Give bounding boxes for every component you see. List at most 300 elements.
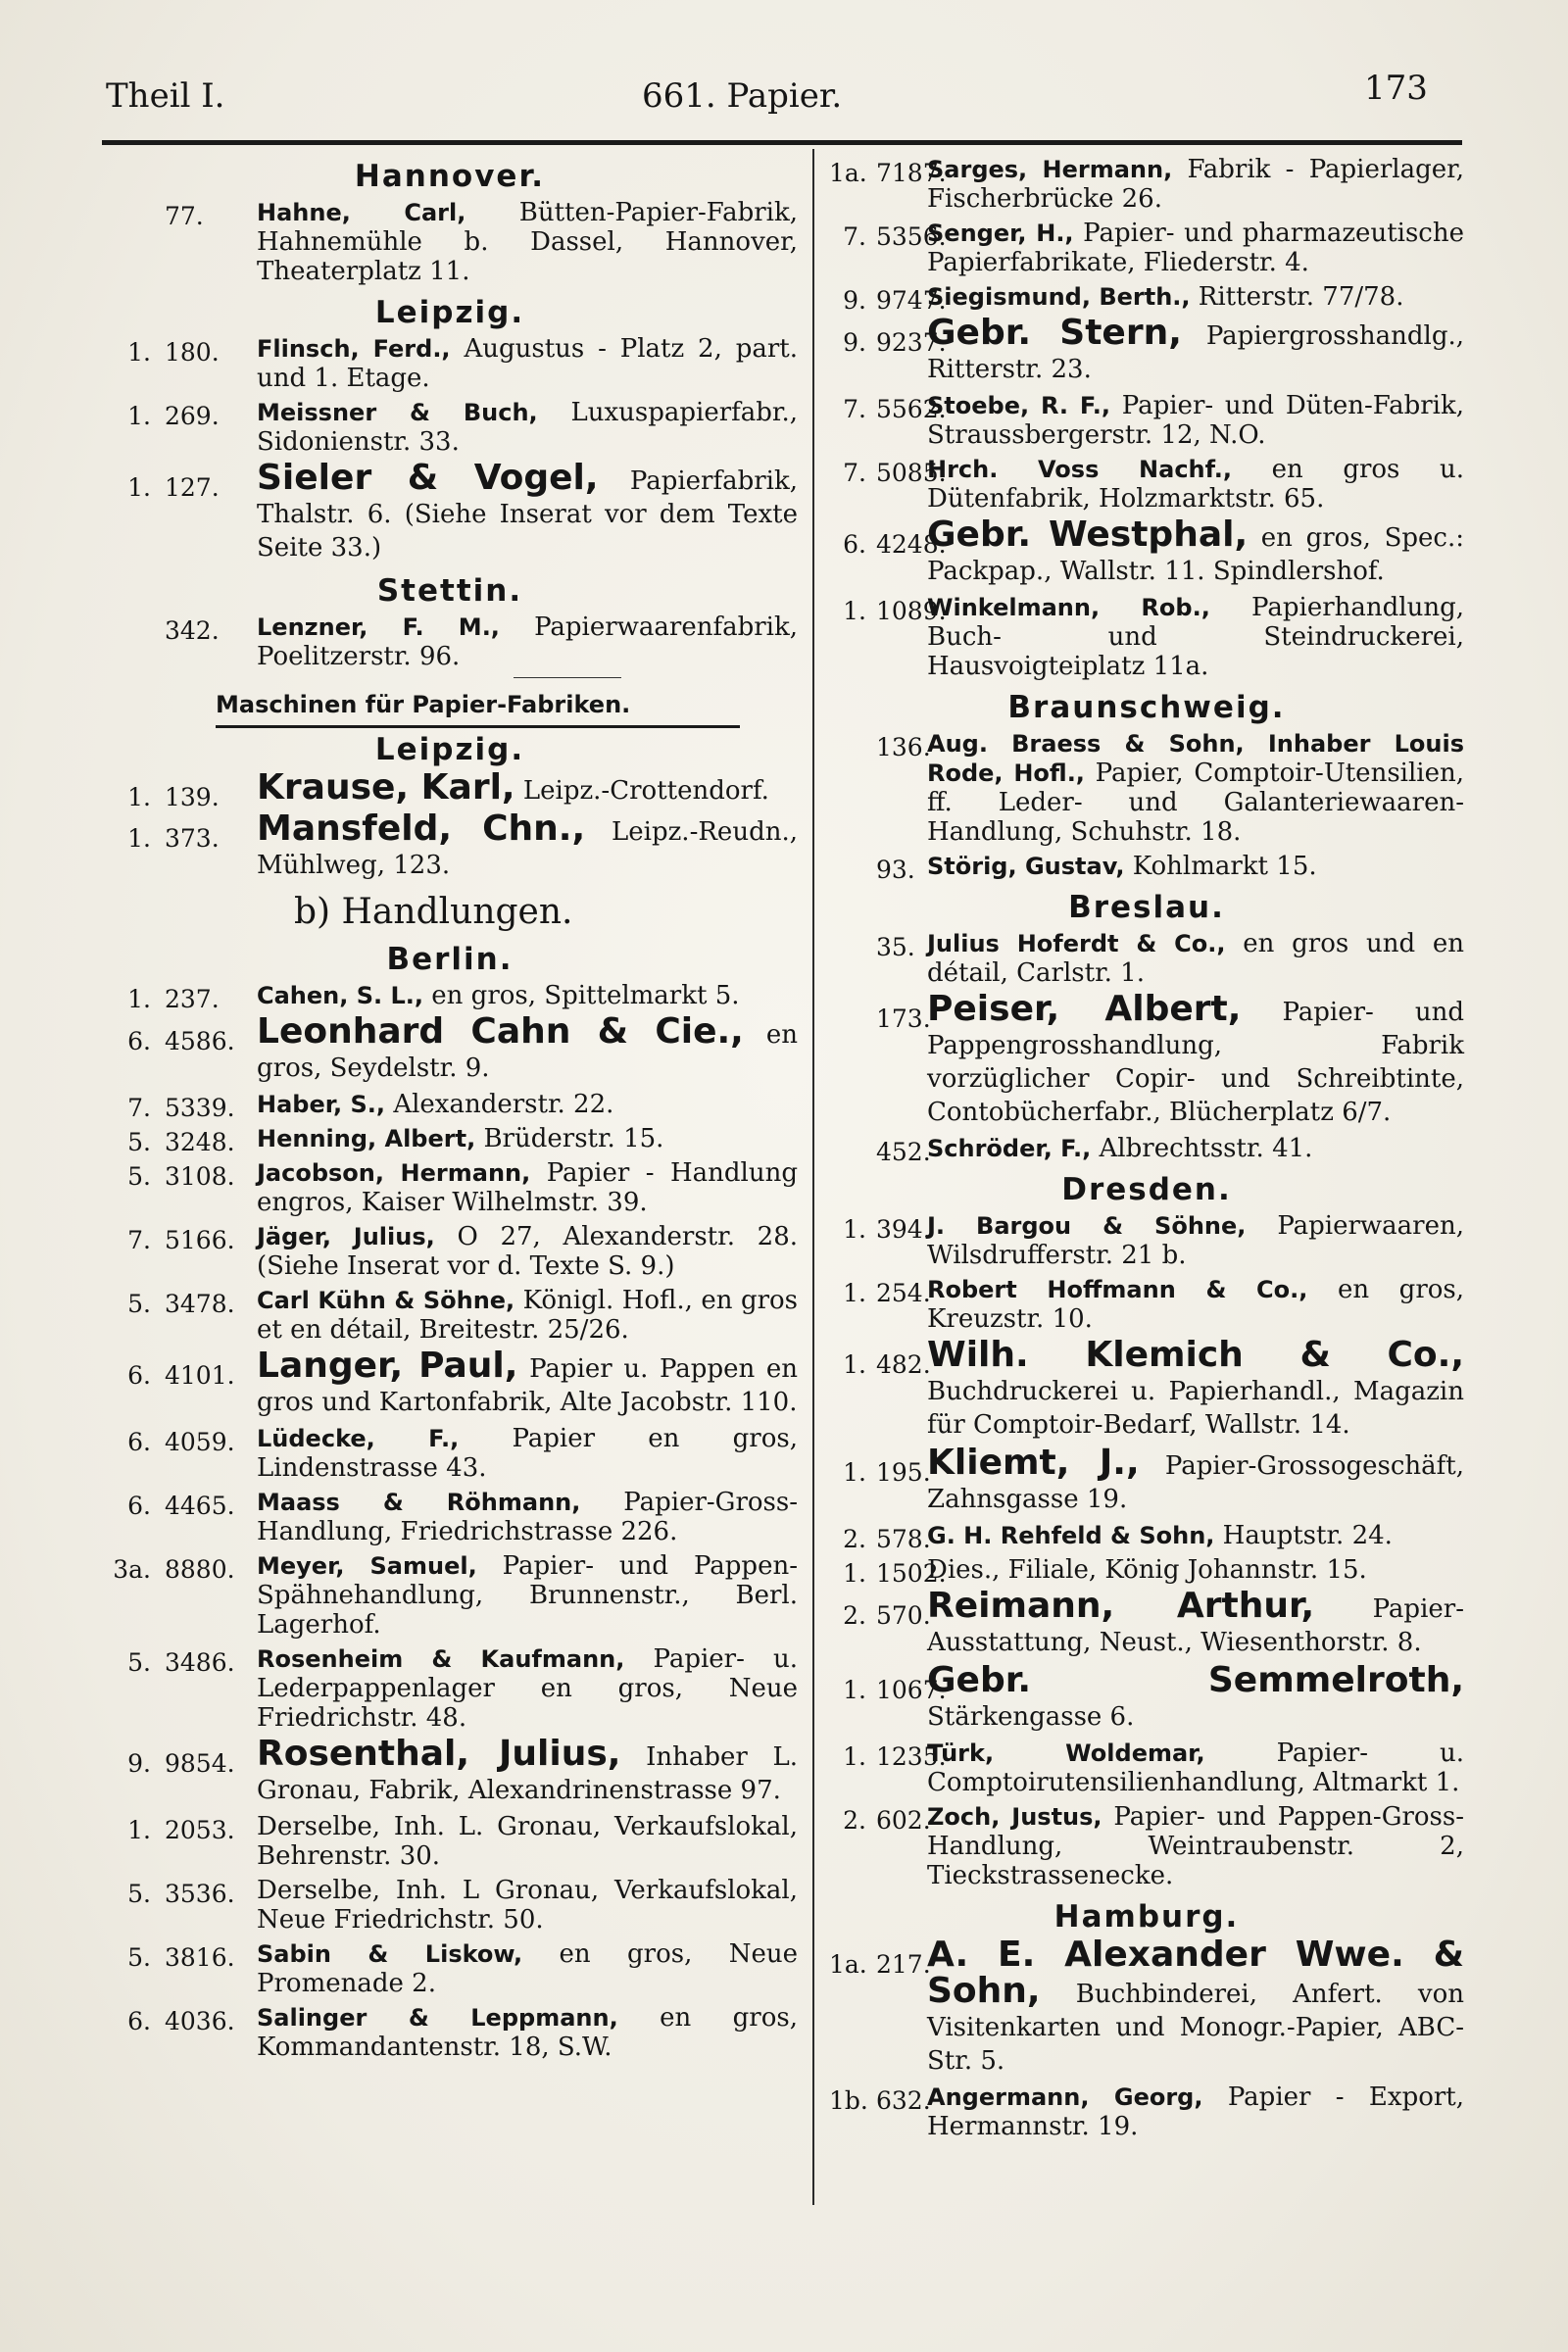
entry-firm-name: Julius Hoferdt & Co., <box>927 930 1226 957</box>
entry-no: 9854. <box>165 1749 235 1778</box>
entry-text <box>257 1939 798 1998</box>
entry-class: 5. <box>127 1880 151 1908</box>
entry-details: Papierwaarenfabrik, Poelitzerstr. 96. <box>257 612 799 671</box>
entry-no: 136. <box>876 733 931 761</box>
entry-details: Papier- und pharmazeutische Papierfabrikate, Fliederstr. 4. <box>927 219 1464 277</box>
entry-number <box>829 159 976 188</box>
directory-entry <box>102 2003 798 2062</box>
entry-class: 2. <box>843 1806 866 1835</box>
entry-firm-name: Lenzner, F. M., <box>257 613 500 641</box>
entry-no: 237. <box>165 985 220 1013</box>
entry-details: Königl. Hofl., en gros et en détail, Breitestr. 25/26. <box>257 1286 799 1345</box>
entry-text <box>257 808 798 882</box>
entry-firm-name: Leonhard Cahn & Cie., <box>257 1011 744 1052</box>
directory-entry <box>102 981 798 1013</box>
entry-number <box>829 933 976 962</box>
entry-text <box>927 1134 1464 1163</box>
entry-number <box>829 1215 976 1245</box>
entry-firm-name: Gebr. Semmelroth, <box>927 1660 1464 1700</box>
entry-number <box>102 1128 249 1157</box>
entry-no: 254. <box>876 1279 931 1307</box>
entry-class: 7. <box>127 1094 151 1122</box>
directory-entry <box>829 219 1464 277</box>
entry-text <box>257 1011 798 1085</box>
right-column <box>829 155 1464 2146</box>
entry-no: 5085. <box>876 459 947 487</box>
entry-details: Papierhandlung, Buch- und Steindruckerei, Hausvoigteiplatz 11a. <box>927 593 1464 681</box>
divider-rule <box>514 677 621 678</box>
running-head-left: Theil I. <box>106 76 225 116</box>
entry-text <box>257 1090 798 1119</box>
entry-details: Leipz.-Reudn., Mühlweg, 123. <box>257 817 798 880</box>
entry-class: 1. <box>127 338 151 367</box>
directory-entry <box>102 808 798 882</box>
entry-text <box>257 398 798 457</box>
directory-entry <box>102 1011 798 1085</box>
directory-entry <box>829 391 1464 450</box>
entry-no: 4036. <box>165 2007 235 2035</box>
entry-class: 9. <box>843 328 866 357</box>
city-heading: Dresden. <box>1061 1172 1232 1207</box>
entry-number <box>829 597 976 626</box>
entry-details: Augustus - Platz 2, part. und 1. Etage. <box>257 334 799 393</box>
entry-firm-name: Sabin & Liskow, <box>257 1940 523 1968</box>
entry-firm-name: Jäger, Julius, <box>257 1223 435 1250</box>
page-number: 173 <box>1364 69 1428 108</box>
entry-no: 578. <box>876 1525 931 1553</box>
entry-firm-name: Türk, Woldemar, <box>927 1740 1205 1767</box>
entry-class: 1. <box>843 1676 866 1704</box>
entry-firm-name: Angermann, Georg, <box>927 2083 1203 2111</box>
city-heading: Hamburg. <box>1054 1899 1240 1935</box>
directory-entry <box>829 1134 1464 1166</box>
entry-class: 1. <box>843 1458 866 1487</box>
entry-firm-name: Peiser, Albert, <box>927 989 1242 1029</box>
entry-class: 6. <box>843 530 866 559</box>
entry-details: en gros u. Dütenfabrik, Holzmarktstr. 65. <box>927 455 1464 514</box>
entry-details: Kohlmarkt 15. <box>1132 852 1317 881</box>
entry-class: 9. <box>127 1749 151 1778</box>
directory-entry <box>102 334 798 393</box>
entry-text <box>257 1812 798 1871</box>
entry-text <box>257 1488 798 1546</box>
entry-number <box>829 2086 976 2116</box>
entry-firm-name: Sarges, Hermann, <box>927 156 1173 183</box>
entry-no: 3478. <box>165 1290 235 1318</box>
entry-firm-name: Mansfeld, Chn., <box>257 808 586 849</box>
entry-text <box>927 155 1464 214</box>
entry-number <box>829 222 976 252</box>
entry-firm-name: Winkelmann, Rob., <box>927 594 1210 621</box>
entry-text <box>927 282 1464 312</box>
entry-no: 5356. <box>876 222 947 251</box>
directory-entry <box>829 1586 1464 1659</box>
entry-number <box>829 1456 976 1490</box>
entry-text <box>927 593 1464 681</box>
entry-details: Buchbinderei, Anfert. von Visitenkarten und Monogr.-Papier, ABC-Str. 5. <box>927 1980 1465 2076</box>
entry-no: 7187. <box>876 159 947 187</box>
entry-number <box>102 402 249 431</box>
directory-entry <box>102 1124 798 1156</box>
entry-number <box>102 338 249 368</box>
entry-firm-name: Meyer, Samuel, <box>257 1552 477 1580</box>
entry-text <box>927 1935 1465 2078</box>
entry-number <box>829 326 976 360</box>
entry-firm-name: Flinsch, Ferd., <box>257 335 451 363</box>
entry-text <box>257 2003 798 2062</box>
entry-details: O 27, Alexanderstr. 28. (Siehe Inserat vor d. Texte S. 9.) <box>257 1222 799 1281</box>
entry-no: 139. <box>165 783 220 811</box>
entry-number <box>102 202 249 231</box>
entry-details: Inhaber L. Gronau, Fabrik, Alexandrinenstrasse 97. <box>257 1742 798 1805</box>
entry-no: 482. <box>876 1350 931 1379</box>
entry-number <box>829 1806 976 1836</box>
entry-no: 195. <box>876 1458 931 1487</box>
entry-text <box>257 1286 798 1345</box>
entry-number <box>829 1674 976 1707</box>
entry-details: Hauptstr. 24. <box>1222 1521 1393 1550</box>
entry-no: 217. <box>876 1950 931 1979</box>
entry-no: 9747. <box>876 286 947 315</box>
entry-details: en gros, Spittelmarkt 5. <box>431 981 740 1010</box>
entry-no: 4101. <box>165 1361 235 1390</box>
entry-text <box>927 1555 1464 1585</box>
entry-class: 7. <box>843 222 866 251</box>
entry-number <box>102 1094 249 1123</box>
entry-number <box>102 1428 249 1457</box>
entry-text <box>927 1335 1464 1442</box>
directory-entry <box>829 729 1464 847</box>
entry-class: 7. <box>843 395 866 423</box>
directory-entry <box>102 1158 798 1217</box>
entry-details: Papier - Handlung engros, Kaiser Wilhelmstr. 39. <box>257 1158 798 1217</box>
entry-class: 9. <box>843 286 866 315</box>
city-heading: Stettin. <box>376 573 523 609</box>
directory-entry <box>829 514 1464 588</box>
entry-text <box>257 334 798 393</box>
entry-details: Papier- und Pappen-Spähnehandlung, Brunnenstr., Berl. Lagerhof. <box>257 1551 798 1640</box>
entry-class: 1. <box>843 1279 866 1307</box>
entry-text <box>257 1124 798 1153</box>
entry-firm-name: Robert Hoffmann & Co., <box>927 1276 1308 1303</box>
entry-class: 1. <box>127 473 151 502</box>
directory-entry <box>102 1644 798 1733</box>
entry-class: 1a. <box>829 1950 867 1979</box>
city-heading: Braunschweig. <box>1007 690 1286 725</box>
directory-entry <box>829 1660 1464 1734</box>
entry-number <box>829 528 976 562</box>
entry-text <box>927 1739 1464 1797</box>
entry-no: 1067. <box>876 1676 947 1704</box>
entry-no: 173. <box>876 1004 931 1033</box>
entry-details: Derselbe, Inh. L. Gronau, Verkaufslokal, Behrenstr. 30. <box>257 1812 798 1871</box>
entry-number <box>102 1290 249 1319</box>
entry-firm-name: Rosenthal, Julius, <box>257 1734 621 1774</box>
entry-class: 6. <box>127 1428 151 1456</box>
directory-entry <box>829 1275 1464 1334</box>
entry-text <box>257 612 798 671</box>
entry-text <box>927 1660 1464 1734</box>
entry-class: 2. <box>843 1525 866 1553</box>
directory-entry <box>829 1211 1464 1270</box>
entry-text <box>257 1158 798 1217</box>
entry-text <box>927 1443 1464 1516</box>
entry-number <box>829 1559 976 1589</box>
running-head-center: 661. Papier. <box>642 76 843 116</box>
entry-details: en gros, Neue Promenade 2. <box>257 1939 799 1998</box>
city-heading: Hannover. <box>354 159 546 194</box>
entry-text <box>927 2082 1464 2141</box>
entry-firm-name: Rosenheim & Kaufmann, <box>257 1645 625 1673</box>
entry-details: Papier- und Pappengrosshandlung, Fabrik vorzüglicher Copir- und Schreibtinte, Contobücherfabr., Blücherplatz 6/7. <box>927 998 1464 1127</box>
entry-firm-name: Reimann, Arthur, <box>927 1586 1315 1626</box>
directory-entry <box>102 198 798 286</box>
entry-number <box>829 286 976 316</box>
directory-entry <box>102 458 799 564</box>
entry-no: 269. <box>165 402 220 430</box>
entry-class: 1. <box>127 985 151 1013</box>
entry-details: en gros, Kommandantenstr. 18, S.W. <box>257 2003 798 2062</box>
directory-entry <box>102 1734 798 1807</box>
entry-text <box>927 1275 1464 1334</box>
entry-text <box>927 313 1464 386</box>
entry-text <box>927 455 1464 514</box>
directory-entry <box>829 1935 1465 2078</box>
entry-details: Papier-Ausstattung, Neust., Wiesenthorstr. 8. <box>927 1594 1464 1657</box>
entry-no: 3486. <box>165 1648 235 1677</box>
entry-text <box>927 989 1464 1129</box>
entry-class: 5. <box>127 1943 151 1972</box>
directory-entry <box>102 1286 798 1345</box>
entry-text <box>927 929 1464 988</box>
entry-details: en gros, Spec.: Packpap., Wallstr. 11. Spindlershof. <box>927 523 1464 586</box>
entry-no: 1089. <box>876 597 947 625</box>
directory-entry <box>102 612 798 671</box>
entry-no: 3816. <box>165 1943 235 1972</box>
entry-firm-name: Salinger & Leppmann, <box>257 2004 618 2032</box>
entry-details: Papier-Gross-Handlung, Friedrichstrasse 226. <box>257 1488 799 1546</box>
entry-details: Leipz.-Crottendorf. <box>522 776 769 806</box>
entry-firm-name: Meissner & Buch, <box>257 399 538 426</box>
directory-entry <box>102 1551 798 1640</box>
entry-text <box>257 1424 798 1483</box>
entry-details: Papier, Comptoir-Utensilien, ff. Leder- und Galanteriewaaren-Handlung, Schuhstr. 18. <box>927 759 1465 847</box>
entry-no: 1235. <box>876 1742 947 1771</box>
directory-entry <box>829 1335 1464 1442</box>
entry-text <box>257 1734 798 1807</box>
directory-entry <box>829 155 1464 214</box>
entry-class: 5. <box>127 1162 151 1191</box>
entry-details: Papier - Export, Hermannstr. 19. <box>927 2082 1465 2141</box>
entry-text <box>927 219 1464 277</box>
left-column <box>102 155 798 2067</box>
entry-no: 4248. <box>876 530 947 559</box>
entry-text <box>927 1211 1464 1270</box>
city-heading: Leipzig. <box>374 295 525 330</box>
directory-entry <box>829 593 1464 681</box>
entry-number <box>829 1948 976 1982</box>
entry-firm-name: Kliemt, J., <box>927 1443 1140 1483</box>
entry-firm-name: Wilh. Klemich & Co., <box>927 1335 1464 1375</box>
entry-class: 1a. <box>829 159 867 187</box>
directory-entry <box>102 1488 798 1546</box>
entry-number <box>829 1348 976 1382</box>
entry-no: 570. <box>876 1601 931 1630</box>
directory-entry <box>102 1090 798 1122</box>
entry-firm-name: Hrch. Voss Nachf., <box>927 456 1232 483</box>
directory-entry <box>102 1346 798 1419</box>
entry-class: 1. <box>127 824 151 853</box>
entry-details: Papier- u. Lederpappenlager en gros, Neue Friedrichstr. 48. <box>257 1644 799 1733</box>
entry-no: 1502. <box>876 1559 947 1588</box>
entry-number <box>829 459 976 488</box>
entry-details: en gros und en détail, Carlstr. 1. <box>927 929 1465 988</box>
entry-details: Papier u. Pappen en gros und Kartonfabrik, Alte Jacobstr. 110. <box>257 1354 798 1417</box>
entry-details: en gros, Seydelstr. 9. <box>257 1020 798 1083</box>
entry-details: Papier en gros, Lindenstrasse 43. <box>257 1424 798 1483</box>
directory-entry <box>829 2082 1464 2141</box>
entry-no: 8880. <box>165 1555 235 1584</box>
entry-details: Fabrik - Papierlager, Fischerbrücke 26. <box>927 155 1464 214</box>
entry-number <box>829 1138 976 1167</box>
header-rule <box>102 140 1462 145</box>
entry-firm-name: J. Bargou & Söhne, <box>927 1212 1247 1240</box>
directory-entry <box>829 1739 1464 1797</box>
directory-entry <box>829 1802 1464 1890</box>
entry-number <box>829 733 976 762</box>
entry-firm-name: Lüdecke, F., <box>257 1425 460 1452</box>
entry-number <box>829 1279 976 1308</box>
directory-entry <box>829 1555 1464 1588</box>
entry-firm-name: A. E. Alexander Wwe. & Sohn, <box>927 1935 1464 2011</box>
entry-number <box>102 471 249 505</box>
entry-number <box>102 781 249 814</box>
entry-no: 5339. <box>165 1094 235 1122</box>
entry-number <box>102 1816 249 1845</box>
entry-firm-name: Carl Kühn & Söhne, <box>257 1287 515 1314</box>
entry-details: Papier- und Pappen-Gross-Handlung, Weintraubenstr. 2, Tieckstrassenecke. <box>927 1802 1465 1890</box>
entry-text <box>257 767 798 808</box>
entry-firm-name: Senger, H., <box>927 220 1074 247</box>
directory-entry <box>102 398 798 457</box>
entry-details: Albrechtsstr. 41. <box>1099 1134 1313 1163</box>
entry-firm-name: Cahen, S. L., <box>257 982 424 1009</box>
entry-class: 1b. <box>829 2086 868 2115</box>
entry-text <box>927 391 1464 450</box>
entry-number <box>829 395 976 424</box>
entry-details: Buchdruckerei u. Papierhandl., Magazin für Comptoir-Bedarf, Wallstr. 14. <box>927 1377 1464 1440</box>
entry-class: 5. <box>127 1128 151 1156</box>
entry-no: 5562. <box>876 395 947 423</box>
entry-text <box>257 1876 798 1935</box>
entry-number <box>102 1025 249 1058</box>
entry-details: Papiergrosshandlg., Ritterstr. 23. <box>927 321 1464 384</box>
entry-details: Brüderstr. 15. <box>483 1124 664 1153</box>
entry-no: 4465. <box>165 1492 235 1520</box>
entry-number <box>102 985 249 1014</box>
entry-number <box>102 1162 249 1192</box>
directory-entry <box>829 313 1464 386</box>
entry-firm-name: Krause, Karl, <box>257 767 515 808</box>
entry-text <box>927 729 1464 847</box>
entry-no: 3536. <box>165 1880 235 1908</box>
directory-entry <box>102 1939 798 1998</box>
entry-number <box>829 856 976 885</box>
entry-text <box>927 1802 1464 1890</box>
entry-number <box>829 1742 976 1772</box>
entry-class: 1. <box>843 597 866 625</box>
entry-class: 5. <box>127 1290 151 1318</box>
entry-firm-name: Maass & Röhmann, <box>257 1489 581 1516</box>
entry-firm-name: Zoch, Justus, <box>927 1803 1102 1831</box>
entry-firm-name: Sieler & Vogel, <box>257 458 599 498</box>
entry-no: 394. <box>876 1215 931 1244</box>
city-heading: Berlin. <box>386 942 514 977</box>
entry-details: Bütten-Papier-Fabrik, Hahnemühle b. Dassel, Hannover, Theaterplatz 11. <box>257 198 798 286</box>
directory-entry <box>102 1222 798 1281</box>
entry-class: 2. <box>843 1601 866 1630</box>
entry-details: Alexanderstr. 22. <box>393 1090 614 1119</box>
entry-details: en gros, Kreuzstr. 10. <box>927 1275 1465 1334</box>
city-heading: Leipzig. <box>374 732 525 767</box>
entry-details: Stärkengasse 6. <box>927 1702 1135 1732</box>
entry-number <box>102 1747 249 1781</box>
entry-number <box>102 1226 249 1255</box>
entry-firm-name: Gebr. Stern, <box>927 313 1182 353</box>
entry-text <box>927 852 1464 881</box>
entry-number <box>829 1003 976 1036</box>
entry-firm-name: Siegismund, Berth., <box>927 283 1191 311</box>
directory-entry <box>829 455 1464 514</box>
directory-entry <box>829 1443 1464 1516</box>
city-heading: Breslau. <box>1068 890 1225 925</box>
entry-no: 452. <box>876 1138 931 1166</box>
entry-class: 1. <box>127 1816 151 1844</box>
directory-entry <box>102 767 798 811</box>
entry-no: 342. <box>165 616 220 645</box>
entry-class: 6. <box>127 2007 151 2035</box>
entry-class: 6. <box>127 1492 151 1520</box>
entry-number <box>102 616 249 646</box>
entry-class: 7. <box>843 459 866 487</box>
entry-text <box>927 1586 1464 1659</box>
entry-text <box>257 1346 798 1419</box>
entry-no: 4059. <box>165 1428 235 1456</box>
entry-number <box>102 1943 249 1973</box>
entry-no: 4586. <box>165 1027 235 1055</box>
entry-details: Papierwaaren, Wilsdrufferstr. 21 b. <box>927 1211 1465 1270</box>
entry-no: 77. <box>165 202 204 230</box>
entry-details: Papier- u. Comptoirutensilienhandlung, Altmarkt 1. <box>927 1739 1464 1797</box>
entry-firm-name: Stoebe, R. F., <box>927 392 1110 419</box>
entry-class: 7. <box>127 1226 151 1254</box>
entry-text <box>927 1521 1464 1550</box>
entry-number <box>102 1880 249 1909</box>
column-divider <box>812 149 814 2205</box>
entry-class: 1. <box>843 1742 866 1771</box>
entry-text <box>257 1551 798 1640</box>
entry-details: Dies., Filiale, König Johannstr. 15. <box>927 1555 1367 1585</box>
entry-firm-name: Langer, Paul, <box>257 1346 518 1386</box>
entry-number <box>102 2007 249 2036</box>
entry-no: 632. <box>876 2086 931 2115</box>
entry-class: 6. <box>127 1361 151 1390</box>
entry-firm-name: Henning, Albert, <box>257 1125 476 1152</box>
entry-class: 5. <box>127 1648 151 1677</box>
entry-number <box>102 822 249 856</box>
entry-no: 3248. <box>165 1128 235 1156</box>
directory-entry <box>829 282 1464 315</box>
